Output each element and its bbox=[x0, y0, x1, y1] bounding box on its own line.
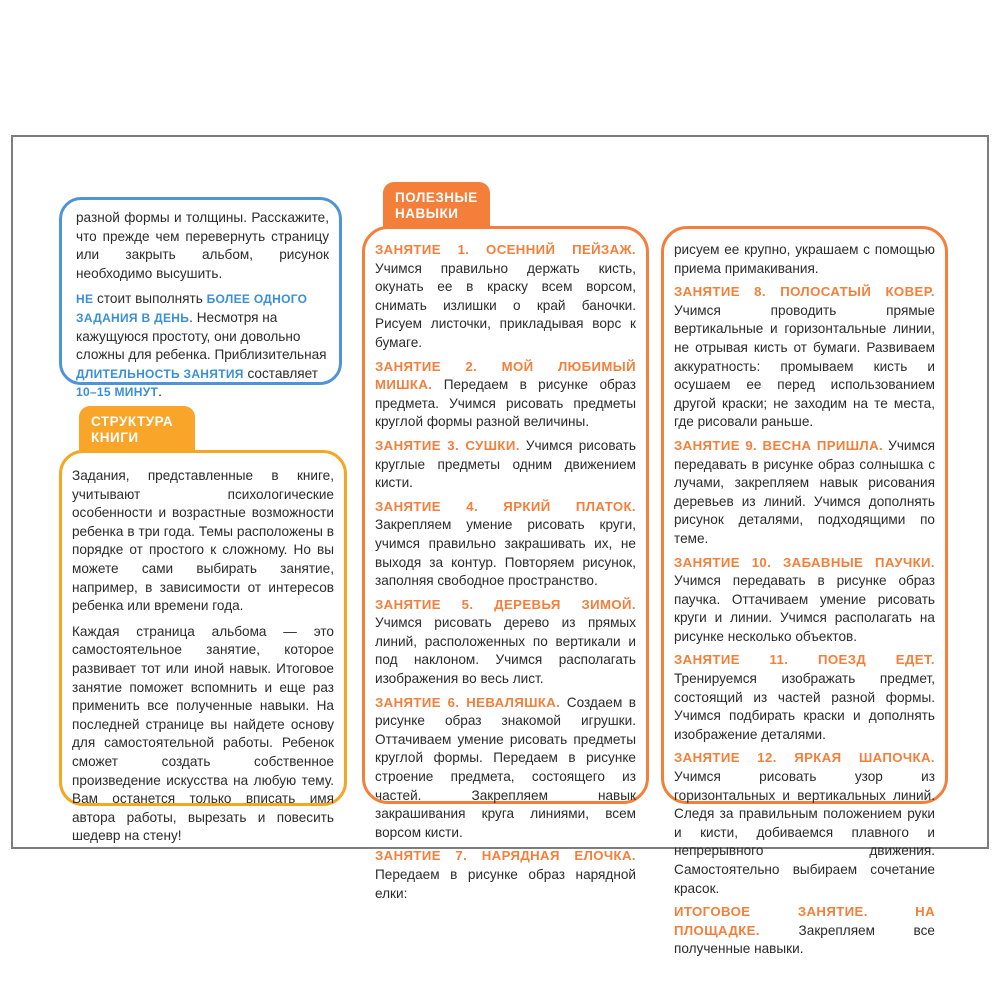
skills-box-right bbox=[661, 226, 948, 957]
lesson-text: Учимся передавать в рисунке образ солнышка с лучами, закрепляем навык рисования деревьев из линий. Учимся дополнять рисунок деталями, подходящими по теме. bbox=[674, 437, 935, 546]
lesson-item bbox=[674, 651, 935, 744]
lesson-title: ЗАНЯТИЕ 12. ЯРКАЯ ШАПОЧКА. bbox=[674, 750, 935, 766]
lesson-item bbox=[674, 554, 935, 647]
lesson-item bbox=[674, 903, 935, 959]
highlight-duration: ДЛИТЕЛЬНОСТЬ ЗАНЯТИЯ bbox=[76, 366, 244, 381]
lesson-title: ЗАНЯТИЕ 8. ПОЛОСАТЫЙ КОВЕР. bbox=[674, 284, 935, 300]
highlight-minutes: 10–15 МИНУТ bbox=[76, 385, 159, 400]
lesson-title: ЗАНЯТИЕ 2. МОЙ ЛЮБИМЫЙ МИШКА. bbox=[375, 358, 636, 393]
tips-box bbox=[59, 197, 342, 400]
lesson-text: Закрепляем все полученные навыки. bbox=[674, 922, 935, 957]
lesson-text: Тренируемся изображать предмет, состоящий из частей разной формы. Учимся подбирать краски и дополнять изображение деталями. bbox=[674, 671, 935, 742]
lesson-item bbox=[375, 358, 636, 432]
lesson-text: Учимся передавать в рисунке образ паучка. Оттачиваем умение рисовать круги и линии. Учимся располагать на рисунке несколько объектов. bbox=[674, 573, 935, 644]
lesson-title: ЗАНЯТИЕ 3. СУШКИ. bbox=[375, 437, 520, 453]
lesson-item bbox=[375, 241, 636, 353]
lesson-item bbox=[375, 437, 636, 493]
lesson-item bbox=[375, 847, 636, 903]
lesson-title: ЗАНЯТИЕ 4. ЯРКИЙ ПЛАТОК. bbox=[375, 498, 636, 514]
tips-paragraph-2 bbox=[76, 290, 329, 402]
tips-text-2: . Несмотря на кажущуюся простоту, они довольно сложны для ребенка. Приблизительная bbox=[76, 309, 327, 363]
lesson-item bbox=[375, 498, 636, 591]
tips-text-1: стоит выполнять bbox=[93, 291, 207, 307]
lesson-text: Учимся рисовать круглые предметы одним движением кисти. bbox=[375, 437, 636, 491]
structure-tab: СТРУКТУРА КНИГИ bbox=[79, 406, 195, 456]
lesson-item bbox=[674, 283, 935, 432]
lesson-title: ЗАНЯТИЕ 11. ПОЕЗД ЕДЕТ. bbox=[674, 652, 935, 668]
lesson-title: ИТОГОВОЕ ЗАНЯТИЕ. НА ПЛОЩАДКЕ. bbox=[674, 904, 935, 938]
tips-text-4: . bbox=[158, 384, 162, 400]
lesson-item bbox=[674, 749, 935, 898]
lesson-title: ЗАНЯТИЕ 5. ДЕРЕВЬЯ ЗИМОЙ. bbox=[375, 596, 636, 612]
lesson-title: ЗАНЯТИЕ 6. НЕВАЛЯШКА. bbox=[375, 694, 561, 710]
lesson-text: Передаем в рисунке образ нарядной елки: bbox=[375, 867, 636, 901]
lesson-text: Передаем в рисунке образ предмета. Учимся рисовать предметы круглой формы разной величины. bbox=[375, 377, 636, 430]
highlight-ne: НЕ bbox=[76, 292, 94, 307]
lesson-title: ЗАНЯТИЕ 1. ОСЕННИЙ ПЕЙЗАЖ. bbox=[375, 242, 636, 257]
lesson-text: Учимся проводить прямые вертикальные и горизонтальные линии, не отрывая кисть от бумаги. Развиваем аккуратность: промываем кисть и осушаем ее перед использованием другой краски; не заходим на те места, где рисовали раньше. bbox=[674, 302, 935, 430]
lesson-item bbox=[375, 694, 636, 843]
lesson-text: Учимся рисовать узор из горизонтальных и вертикальных линий. Следя за правильным положением руки и кисти, добиваемся плавного и непрерывного движения. Самостоятельно выбираем сочетание красок. bbox=[674, 769, 935, 896]
lesson-title: ЗАНЯТИЕ 10. ЗАБАВНЫЕ ПАУЧКИ. bbox=[674, 554, 935, 570]
structure-paragraph-2: Каждая страница альбома — это самостоятельное занятие, которое развивает тот или иной навык. Итоговое занятие поможет вспомнить и еще раз применить все полученные навыки. На последней странице вы найдете основу для самостоятельной работы. Ребенок сможет создать собственное произведение искусства на любую тему. Вам останется только вписать имя автора работы, вырезать и повесить шедевр на стену! bbox=[72, 623, 334, 844]
lesson-continuation: рисуем ее крупно, украшаем с помощью приема примакивания. bbox=[674, 242, 935, 276]
lesson-text: Учимся правильно держать кисть, окунать ее в краску всем ворсом, снимать излишки о край баночки. Рисуем листочки, прикладывая ворс к бумаге. bbox=[375, 260, 636, 350]
lesson-text: Закрепляем умение рисовать круги, учимся правильно закрашивать их, не выходя за контур. Повторяем рисунок, заполняя свободное пространство. bbox=[375, 517, 636, 589]
lesson-text: Создаем в рисунке образ знакомой игрушки. Оттачиваем умение рисовать предметы круглой формы. Передаем в рисунке строение предмета, состоящего из частей. Закрепляем навык закрашивания круга линиями, всем ворсом кисти. bbox=[375, 694, 636, 840]
structure-paragraph-1: Задания, представленные в книге, учитывают психологические особенности и возрастные возможности ребенка в три года. Темы расположены в порядке от простого к сложному. Но вы можете сами выбирать занятие, например, в зависимости от интересов ребенка или времени года. bbox=[72, 468, 334, 614]
lesson-item bbox=[674, 437, 935, 549]
lesson-item bbox=[375, 596, 636, 689]
structure-box bbox=[59, 450, 347, 844]
lesson-text: Учимся рисовать дерево из прямых линий, расположенных по вертикали и под наклоном. Учимся располагать изображения во весь лист. bbox=[375, 615, 636, 687]
lesson-title: ЗАНЯТИЕ 9. ВЕСНА ПРИШЛА. bbox=[674, 437, 884, 453]
skills-tab: ПОЛЕЗНЫЕ НАВЫКИ bbox=[383, 182, 490, 232]
lesson-title: ЗАНЯТИЕ 7. НАРЯДНАЯ ЕЛОЧКА. bbox=[375, 848, 636, 864]
tips-paragraph-1: разной формы и толщины. Расскажите, что прежде чем перевернуть страницу или закрыть альбом, рисунок необходимо высушить. bbox=[76, 210, 329, 281]
skills-box-left bbox=[362, 226, 649, 901]
highlight-one-task: БОЛЕЕ ОДНОГО ЗАДАНИЯ В ДЕНЬ bbox=[76, 292, 308, 325]
tips-text-3: составляет bbox=[243, 365, 318, 381]
